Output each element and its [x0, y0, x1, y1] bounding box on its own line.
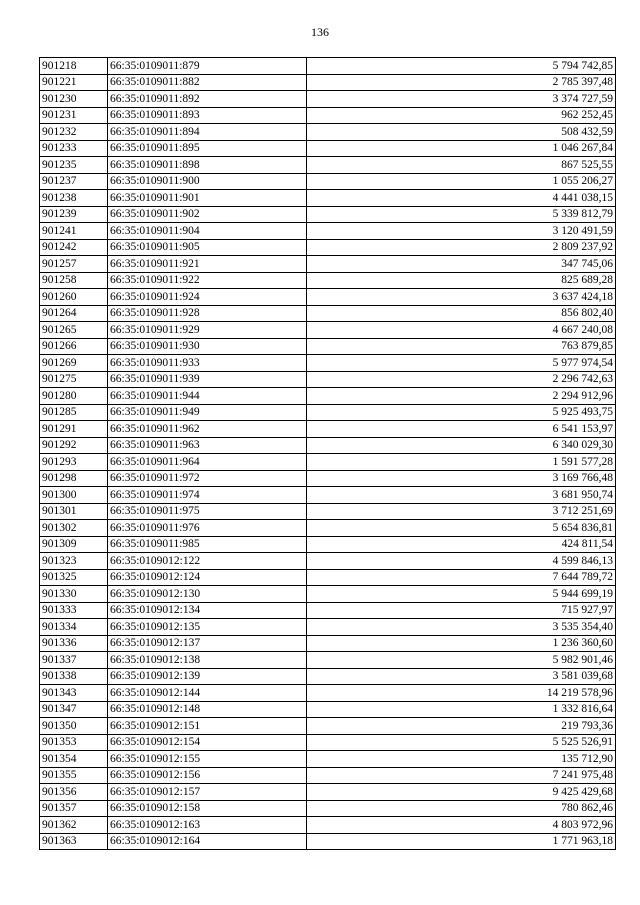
cadastral-value-cell: 347 745,06 [307, 256, 616, 273]
row-id-cell: 901298 [40, 470, 108, 487]
table-row [40, 206, 616, 223]
row-id-cell: 901343 [40, 685, 108, 702]
table-row [40, 91, 616, 108]
table-row [40, 569, 616, 586]
row-id-cell: 901235 [40, 157, 108, 174]
table-row [40, 190, 616, 207]
cadastral-number-cell: 66:35:0109012:158 [108, 800, 307, 817]
table-row [40, 272, 616, 289]
table-row [40, 454, 616, 471]
row-id-cell: 901275 [40, 371, 108, 388]
row-id-cell: 901260 [40, 289, 108, 306]
row-id-cell: 901257 [40, 256, 108, 273]
row-id-cell: 901233 [40, 140, 108, 157]
cadastral-value-cell: 3 681 950,74 [307, 487, 616, 504]
cadastral-value-cell: 135 712,90 [307, 751, 616, 768]
cadastral-value-cell: 5 982 901,46 [307, 652, 616, 669]
cadastral-value-cell: 2 785 397,48 [307, 74, 616, 91]
cadastral-number-cell: 66:35:0109011:898 [108, 157, 307, 174]
row-id-cell: 901221 [40, 74, 108, 91]
cadastral-number-cell: 66:35:0109011:964 [108, 454, 307, 471]
cadastral-value-cell: 3 169 766,48 [307, 470, 616, 487]
cadastral-number-cell: 66:35:0109012:130 [108, 586, 307, 603]
table-row [40, 470, 616, 487]
table-row [40, 487, 616, 504]
table-row [40, 74, 616, 91]
cadastral-value-cell: 14 219 578,96 [307, 685, 616, 702]
cadastral-value-cell: 5 525 526,91 [307, 734, 616, 751]
table-row [40, 289, 616, 306]
cadastral-number-cell: 66:35:0109011:949 [108, 404, 307, 421]
row-id-cell: 901258 [40, 272, 108, 289]
cadastral-value-cell: 962 252,45 [307, 107, 616, 124]
row-id-cell: 901280 [40, 388, 108, 405]
cadastral-value-cell: 5 944 699,19 [307, 586, 616, 603]
cadastral-number-cell: 66:35:0109012:135 [108, 619, 307, 636]
cadastral-number-cell: 66:35:0109012:137 [108, 635, 307, 652]
cadastral-value-cell: 2 294 912,96 [307, 388, 616, 405]
row-id-cell: 901265 [40, 322, 108, 339]
cadastral-number-cell: 66:35:0109011:944 [108, 388, 307, 405]
cadastral-number-cell: 66:35:0109011:930 [108, 338, 307, 355]
cadastral-value-cell: 6 340 029,30 [307, 437, 616, 454]
row-id-cell: 901264 [40, 305, 108, 322]
cadastral-value-cell: 4 599 846,13 [307, 553, 616, 570]
cadastral-value-cell: 3 637 424,18 [307, 289, 616, 306]
cadastral-value-cell: 825 689,28 [307, 272, 616, 289]
cadastral-number-cell: 66:35:0109011:879 [108, 58, 307, 75]
table-row [40, 586, 616, 603]
cadastral-value-cell: 856 802,40 [307, 305, 616, 322]
row-id-cell: 901350 [40, 718, 108, 735]
table-row [40, 718, 616, 735]
row-id-cell: 901330 [40, 586, 108, 603]
table-row [40, 520, 616, 537]
row-id-cell: 901334 [40, 619, 108, 636]
cadastral-number-cell: 66:35:0109011:976 [108, 520, 307, 537]
cadastral-number-cell: 66:35:0109011:900 [108, 173, 307, 190]
table-row [40, 833, 616, 850]
table-row [40, 784, 616, 801]
table-row [40, 553, 616, 570]
cadastral-value-cell: 1 055 206,27 [307, 173, 616, 190]
cadastral-value-cell: 219 793,36 [307, 718, 616, 735]
cadastral-number-cell: 66:35:0109011:882 [108, 74, 307, 91]
row-id-cell: 901269 [40, 355, 108, 372]
row-id-cell: 901338 [40, 668, 108, 685]
cadastral-number-cell: 66:35:0109011:905 [108, 239, 307, 256]
row-id-cell: 901302 [40, 520, 108, 537]
cadastral-number-cell: 66:35:0109011:894 [108, 124, 307, 141]
cadastral-value-cell: 4 667 240,08 [307, 322, 616, 339]
row-id-cell: 901325 [40, 569, 108, 586]
row-id-cell: 901231 [40, 107, 108, 124]
row-id-cell: 901293 [40, 454, 108, 471]
cadastral-number-cell: 66:35:0109012:144 [108, 685, 307, 702]
row-id-cell: 901323 [40, 553, 108, 570]
table-row [40, 635, 616, 652]
table-row [40, 256, 616, 273]
cadastral-value-cell: 1 591 577,28 [307, 454, 616, 471]
cadastral-value-cell: 5 654 836,81 [307, 520, 616, 537]
cadastral-value-cell: 5 794 742,85 [307, 58, 616, 75]
table-row [40, 173, 616, 190]
cadastral-value-cell: 7 241 975,48 [307, 767, 616, 784]
cadastral-number-cell: 66:35:0109011:929 [108, 322, 307, 339]
table-row [40, 223, 616, 240]
cadastral-value-cell: 5 339 812,79 [307, 206, 616, 223]
table-row [40, 404, 616, 421]
table-row [40, 536, 616, 553]
cadastral-value-cell: 3 712 251,69 [307, 503, 616, 520]
cadastral-number-cell: 66:35:0109012:138 [108, 652, 307, 669]
table-row [40, 734, 616, 751]
cadastral-value-cell: 5 925 493,75 [307, 404, 616, 421]
table-row [40, 619, 616, 636]
cadastral-number-cell: 66:35:0109011:921 [108, 256, 307, 273]
cadastral-value-cell: 6 541 153,97 [307, 421, 616, 438]
cadastral-number-cell: 66:35:0109011:901 [108, 190, 307, 207]
cadastral-value-cell: 3 120 491,59 [307, 223, 616, 240]
cadastral-value-cell: 4 441 038,15 [307, 190, 616, 207]
cadastral-number-cell: 66:35:0109011:904 [108, 223, 307, 240]
row-id-cell: 901218 [40, 58, 108, 75]
cadastral-value-cell: 1 332 816,64 [307, 701, 616, 718]
row-id-cell: 901353 [40, 734, 108, 751]
table-body [40, 58, 616, 850]
cadastral-number-cell: 66:35:0109012:134 [108, 602, 307, 619]
table-row [40, 124, 616, 141]
table-row [40, 668, 616, 685]
cadastral-value-cell: 763 879,85 [307, 338, 616, 355]
cadastral-value-cell: 3 581 039,68 [307, 668, 616, 685]
cadastral-number-cell: 66:35:0109012:163 [108, 817, 307, 834]
table-row [40, 751, 616, 768]
table-row [40, 322, 616, 339]
cadastral-number-cell: 66:35:0109011:939 [108, 371, 307, 388]
cadastral-value-cell: 3 374 727,59 [307, 91, 616, 108]
page-number: 136 [311, 25, 329, 39]
cadastral-number-cell: 66:35:0109012:151 [108, 718, 307, 735]
cadastral-number-cell: 66:35:0109012:157 [108, 784, 307, 801]
row-id-cell: 901333 [40, 602, 108, 619]
cadastral-value-cell: 1 236 360,60 [307, 635, 616, 652]
row-id-cell: 901309 [40, 536, 108, 553]
row-id-cell: 901242 [40, 239, 108, 256]
row-id-cell: 901237 [40, 173, 108, 190]
cadastral-number-cell: 66:35:0109011:924 [108, 289, 307, 306]
row-id-cell: 901300 [40, 487, 108, 504]
table-row [40, 503, 616, 520]
cadastral-number-cell: 66:35:0109011:902 [108, 206, 307, 223]
table-row [40, 58, 616, 75]
table-row [40, 107, 616, 124]
cadastral-value-cell: 508 432,59 [307, 124, 616, 141]
row-id-cell: 901239 [40, 206, 108, 223]
row-id-cell: 901230 [40, 91, 108, 108]
cadastral-number-cell: 66:35:0109012:164 [108, 833, 307, 850]
cadastral-number-cell: 66:35:0109012:148 [108, 701, 307, 718]
cadastral-number-cell: 66:35:0109012:139 [108, 668, 307, 685]
row-id-cell: 901292 [40, 437, 108, 454]
table-row [40, 305, 616, 322]
cadastral-value-cell: 715 927,97 [307, 602, 616, 619]
row-id-cell: 901266 [40, 338, 108, 355]
row-id-cell: 901291 [40, 421, 108, 438]
row-id-cell: 901354 [40, 751, 108, 768]
cadastral-value-cell: 5 977 974,54 [307, 355, 616, 372]
row-id-cell: 901355 [40, 767, 108, 784]
cadastral-number-cell: 66:35:0109011:975 [108, 503, 307, 520]
row-id-cell: 901337 [40, 652, 108, 669]
row-id-cell: 901301 [40, 503, 108, 520]
table-row [40, 388, 616, 405]
cadastral-number-cell: 66:35:0109011:893 [108, 107, 307, 124]
table-row [40, 421, 616, 438]
cadastral-value-cell: 9 425 429,68 [307, 784, 616, 801]
row-id-cell: 901232 [40, 124, 108, 141]
cadastral-number-cell: 66:35:0109012:155 [108, 751, 307, 768]
cadastral-number-cell: 66:35:0109011:895 [108, 140, 307, 157]
cadastral-value-cell: 1 046 267,84 [307, 140, 616, 157]
table-row [40, 355, 616, 372]
cadastral-number-cell: 66:35:0109012:156 [108, 767, 307, 784]
cadastral-value-cell: 2 296 742,63 [307, 371, 616, 388]
row-id-cell: 901336 [40, 635, 108, 652]
cadastral-number-cell: 66:35:0109012:122 [108, 553, 307, 570]
table-row [40, 652, 616, 669]
row-id-cell: 901285 [40, 404, 108, 421]
row-id-cell: 901356 [40, 784, 108, 801]
row-id-cell: 901241 [40, 223, 108, 240]
table-row [40, 140, 616, 157]
table-row [40, 817, 616, 834]
cadastral-number-cell: 66:35:0109011:892 [108, 91, 307, 108]
cadastral-number-cell: 66:35:0109011:962 [108, 421, 307, 438]
table-row [40, 767, 616, 784]
table-row [40, 701, 616, 718]
cadastral-value-table [39, 57, 616, 850]
cadastral-value-cell: 7 644 789,72 [307, 569, 616, 586]
cadastral-number-cell: 66:35:0109011:985 [108, 536, 307, 553]
cadastral-number-cell: 66:35:0109012:124 [108, 569, 307, 586]
table-row [40, 437, 616, 454]
cadastral-value-cell: 2 809 237,92 [307, 239, 616, 256]
table-row [40, 685, 616, 702]
table-row [40, 371, 616, 388]
cadastral-value-cell: 4 803 972,96 [307, 817, 616, 834]
table-row [40, 800, 616, 817]
row-id-cell: 901363 [40, 833, 108, 850]
cadastral-number-cell: 66:35:0109011:928 [108, 305, 307, 322]
cadastral-number-cell: 66:35:0109011:933 [108, 355, 307, 372]
table-row [40, 239, 616, 256]
cadastral-value-cell: 424 811,54 [307, 536, 616, 553]
cadastral-number-cell: 66:35:0109011:974 [108, 487, 307, 504]
row-id-cell: 901362 [40, 817, 108, 834]
cadastral-value-cell: 3 535 354,40 [307, 619, 616, 636]
table-row [40, 157, 616, 174]
table-row [40, 602, 616, 619]
cadastral-value-cell: 780 862,46 [307, 800, 616, 817]
cadastral-value-cell: 1 771 963,18 [307, 833, 616, 850]
cadastral-value-cell: 867 525,55 [307, 157, 616, 174]
cadastral-number-cell: 66:35:0109011:972 [108, 470, 307, 487]
row-id-cell: 901347 [40, 701, 108, 718]
table-row [40, 338, 616, 355]
cadastral-number-cell: 66:35:0109011:963 [108, 437, 307, 454]
row-id-cell: 901238 [40, 190, 108, 207]
row-id-cell: 901357 [40, 800, 108, 817]
cadastral-number-cell: 66:35:0109012:154 [108, 734, 307, 751]
cadastral-number-cell: 66:35:0109011:922 [108, 272, 307, 289]
